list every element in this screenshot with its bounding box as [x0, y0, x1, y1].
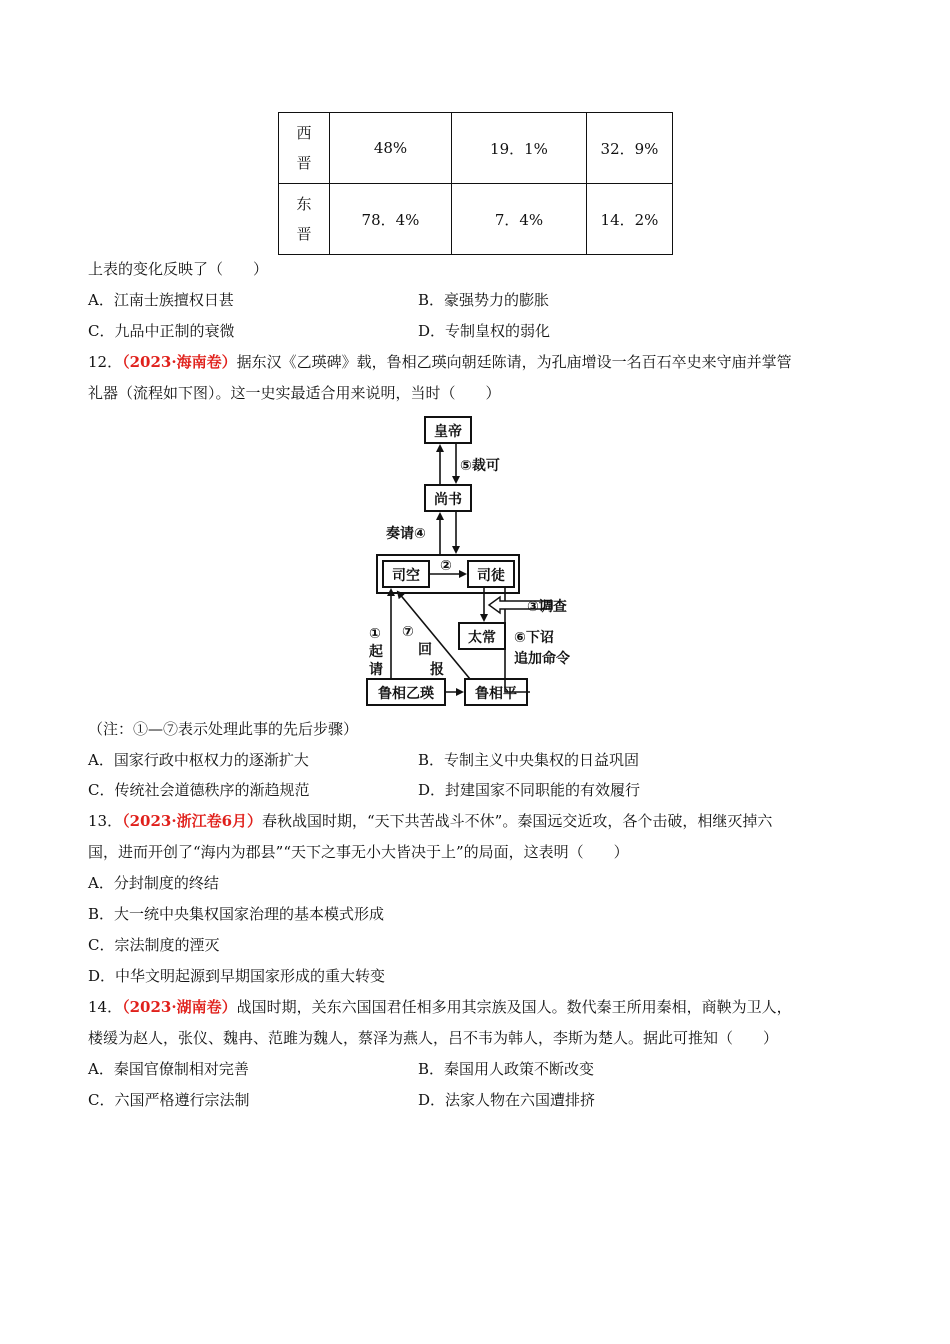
- q14-stem-line1: [88, 996, 792, 1017]
- q14-option-c[interactable]: C．六国严格遵行宗法制: [88, 1091, 250, 1109]
- question-number: 13．: [88, 812, 123, 830]
- q13-option-b[interactable]: B．大一统中央集权国家治理的基本模式形成: [88, 905, 385, 923]
- table-row-label: 西 晋: [279, 113, 330, 184]
- question-source: （2023·海南卷）: [122, 353, 237, 371]
- step1-label-char2: 请: [369, 662, 383, 678]
- q14-option-b[interactable]: B．秦国用人政策不断改变: [418, 1060, 595, 1078]
- question-text: 据东汉《乙瑛碑》载，鲁相乙瑛向朝廷陈请，为孔庙增设一名百石卒史来守庙并掌管: [236, 353, 792, 371]
- q11-option-b[interactable]: B．豪强势力的膨胀: [418, 291, 550, 309]
- step4-label: 奏请④: [386, 526, 426, 542]
- table-cell: 14．2%: [587, 184, 673, 255]
- table-cell: 19．1%: [452, 113, 587, 184]
- q13-option-c[interactable]: C．宗法制度的湮灭: [88, 936, 220, 954]
- table-cell: 48%: [330, 113, 452, 184]
- question-source: （2023·湖南卷）: [122, 998, 237, 1016]
- q11-option-a[interactable]: A．江南士族擅权日甚: [88, 291, 234, 309]
- step7-label-num: ⑦: [402, 624, 414, 640]
- table-row-label: 东 晋: [279, 184, 330, 255]
- situ-box: [468, 561, 514, 587]
- question-text: 春秋战国时期，“天下共苦战斗不休”。秦国远交近攻，各个击破，相继灭掉六: [262, 812, 773, 830]
- svg-text:皇帝: 皇帝: [434, 424, 462, 440]
- svg-text:太常: 太常: [468, 630, 496, 646]
- step1-label-char1: 起: [369, 644, 383, 660]
- shangshu-box: [425, 485, 471, 511]
- step6-label-line1: ⑥下诏: [514, 630, 554, 646]
- step1-label-num: ①: [369, 626, 381, 642]
- table-cell: 32．9%: [587, 113, 673, 184]
- q12-option-d[interactable]: D．封建国家不同职能的有效履行: [418, 781, 641, 799]
- q12-stem-line2: 礼器（流程如下图）。这一史实最适合用来说明，当时（ ）: [88, 384, 501, 402]
- svg-text:司空: 司空: [392, 568, 420, 584]
- step5-label: ⑤裁可: [460, 458, 500, 474]
- svg-text:鲁相平: 鲁相平: [475, 686, 517, 702]
- yiying-box: [367, 679, 445, 705]
- q12-option-c[interactable]: C．传统社会道德秩序的渐趋规范: [88, 781, 310, 799]
- emperor-box: [425, 417, 471, 443]
- step7-label-char2: 报: [430, 662, 444, 678]
- q14-option-d[interactable]: D．法家人物在六国遭排挤: [418, 1091, 596, 1109]
- table-cell: 78．4%: [330, 184, 452, 255]
- q14-stem-line2: 楼缓为赵人，张仪、魏冉、范雎为魏人，蔡泽为燕人，吕不韦为韩人，李斯为楚人。据此可推知（ ）: [88, 1029, 779, 1047]
- step6-label-line2: 追加命令: [514, 651, 570, 667]
- question-text: 战国时期，关东六国国君任相多用其宗族及国人。数代秦王所用秦相，商鞅为卫人，: [236, 998, 792, 1016]
- svg-text:鲁相乙瑛: 鲁相乙瑛: [378, 686, 434, 702]
- q11-option-d[interactable]: D．专制皇权的弱化: [418, 322, 551, 340]
- step2-label: ②: [440, 558, 452, 574]
- sikong-box: [383, 561, 429, 587]
- question-source: （2023·浙江卷6月）: [122, 812, 263, 830]
- taichang-box: [459, 623, 505, 649]
- q11-option-c[interactable]: C．九品中正制的衰微: [88, 322, 235, 340]
- question-number: 14．: [88, 998, 123, 1016]
- q12-option-b[interactable]: B．专制主义中央集权的日益巩固: [418, 751, 640, 769]
- svg-text:尚书: 尚书: [434, 492, 462, 508]
- step7-label-char1: 回: [418, 642, 432, 658]
- q13-option-d[interactable]: D．中华文明起源到早期国家形成的重大转变: [88, 967, 386, 985]
- table-cell: 7．4%: [452, 184, 587, 255]
- q14-option-a[interactable]: A．秦国官僚制相对完善: [88, 1060, 249, 1078]
- q11-stem: 上表的变化反映了（ ）: [88, 260, 269, 278]
- q13-option-a[interactable]: A．分封制度的终结: [88, 874, 219, 892]
- svg-text:司徒: 司徒: [477, 568, 505, 584]
- step3-label: ③调查: [527, 599, 567, 615]
- question-number: 12．: [88, 353, 123, 371]
- q13-stem-line1: [88, 810, 772, 831]
- q12-note: （注：①—⑦表示处理此事的先后步骤）: [88, 720, 359, 738]
- q12-option-a[interactable]: A．国家行政中枢权力的逐渐扩大: [88, 751, 309, 769]
- q13-stem-line2: 国，进而开创了“海内为郡县”“天下之事无小大皆决于上”的局面，这表明（ ）: [88, 843, 629, 861]
